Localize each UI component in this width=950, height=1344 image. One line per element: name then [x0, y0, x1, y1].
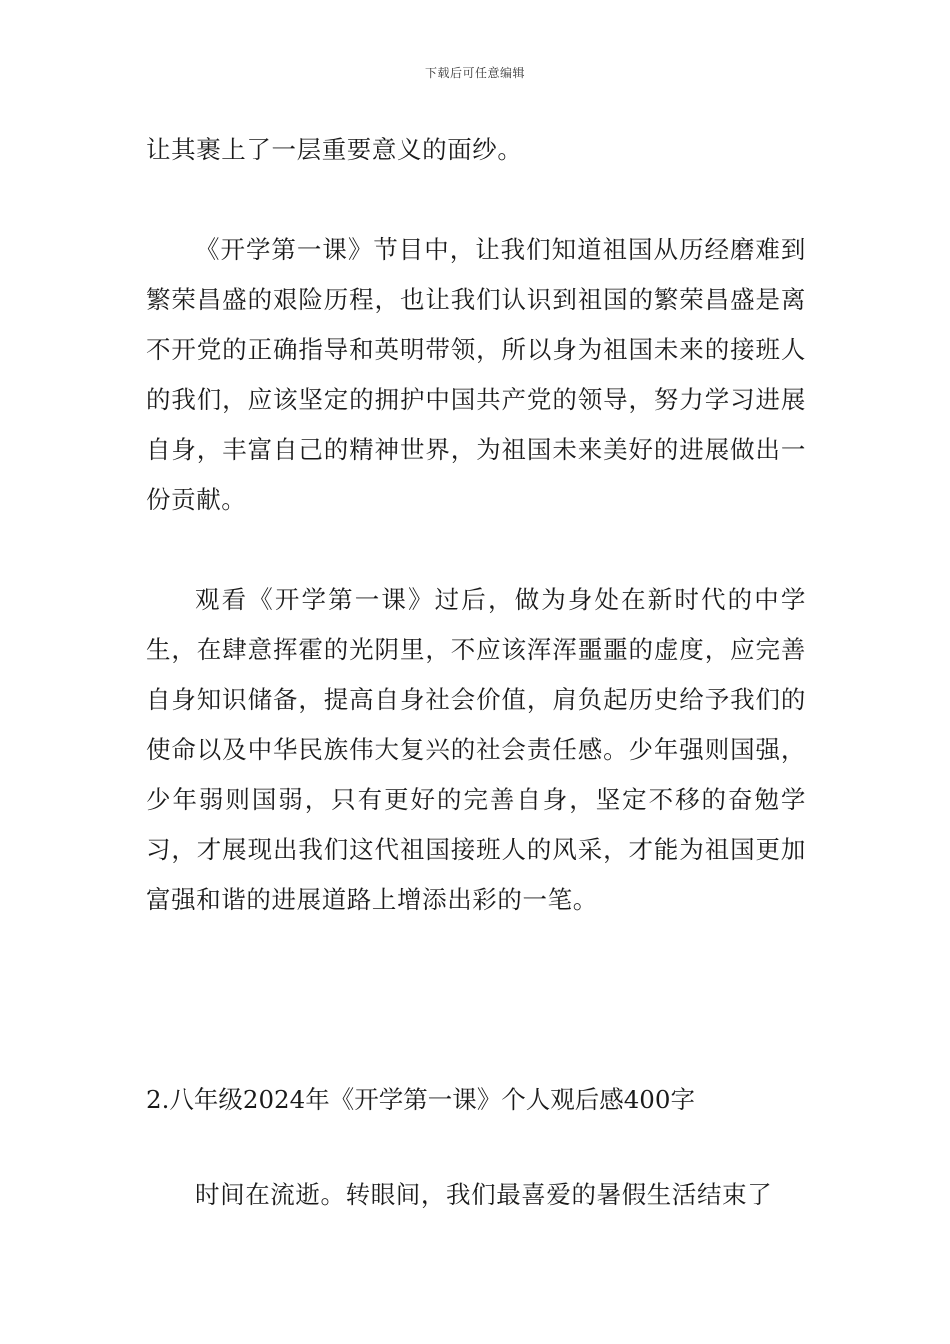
paragraph: 时间在流逝。转眼间，我们最喜爱的暑假生活结束了	[195, 1180, 773, 1209]
paragraph: 观看《开学第一课》过后，做为身处在新时代的中学生，在肆意挥霍的光阴里，不应该浑浑噩噩的虚度，应完善自身知识储备，提高自身社会价值，肩负起历史给予我们的使命以及中华民族伟大复兴的社会责任感。少年强则国强，少年弱则国弱，只有更好的完善自身，坚定不移的奋勉学习，才展现出我们这代祖国接班人的风采，才能为祖国更加富强和谐的进展道路上增添出彩的一笔。	[146, 585, 806, 914]
header-note: 下载后可任意编辑	[424, 66, 525, 80]
section-heading: 2.八年级2024年《开学第一课》个人观后感400字	[146, 1085, 695, 1114]
paragraph: 《开学第一课》节目中，让我们知道祖国从历经磨难到繁荣昌盛的艰险历程，也让我们认识到祖国的繁荣昌盛是离不开党的正确指导和英明带领，所以身为祖国未来的接班人的我们，应该坚定的拥护中国共产党的领导，努力学习进展自身，丰富自己的精神世界，为祖国未来美好的进展做出一份贡献。	[146, 235, 806, 514]
paragraph-continuation: 让其裹上了一层重要意义的面纱。	[146, 135, 523, 164]
